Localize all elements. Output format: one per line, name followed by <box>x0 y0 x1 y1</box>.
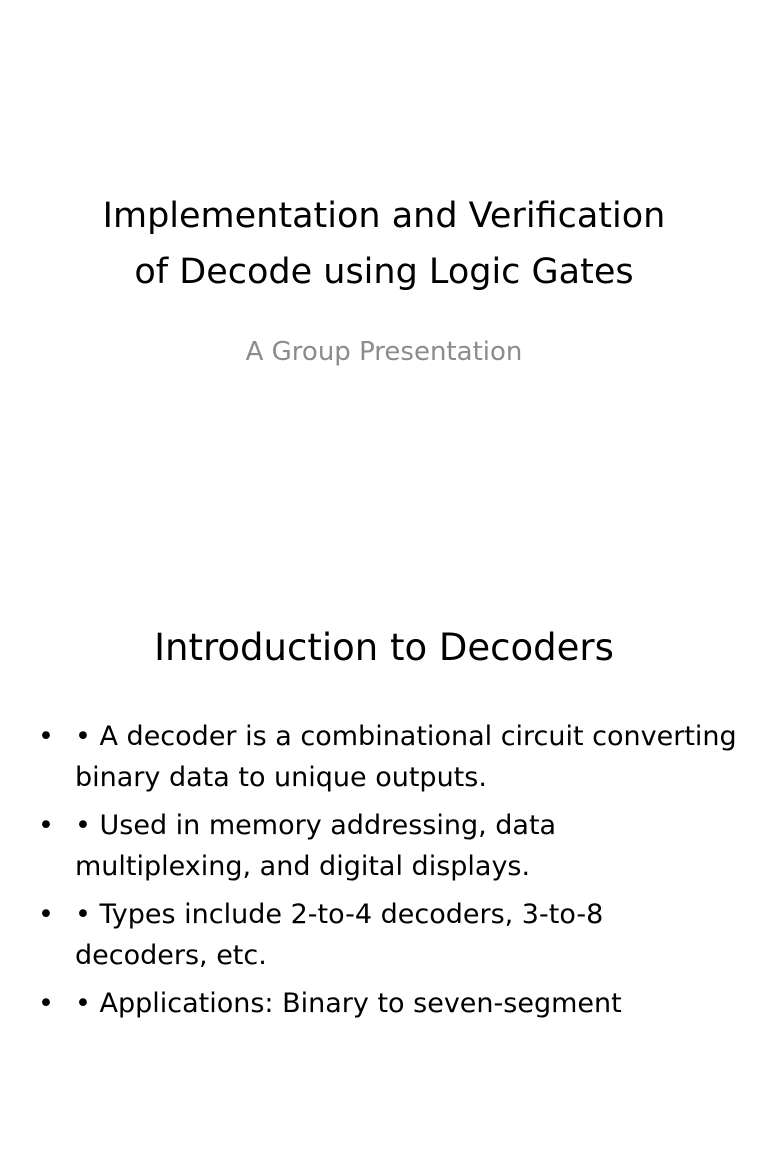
slide-title: Introduction to Decoders <box>154 626 614 669</box>
bullet-item <box>38 805 738 887</box>
bullet-item <box>38 983 738 1024</box>
bullet-list <box>38 716 738 1031</box>
title-line-2: of Decode using Logic Gates <box>134 252 634 292</box>
bullet-text: • Applications: Binary to seven-segment <box>75 988 622 1019</box>
bullet-icon: • <box>38 899 54 930</box>
bullet-item <box>38 894 738 976</box>
bullet-text: • A decoder is a combinational circuit converting binary data to unique outputs. <box>75 721 737 793</box>
slide-subtitle: A Group Presentation <box>245 337 523 367</box>
slide-title <box>40 188 728 300</box>
bullet-icon: • <box>38 721 54 752</box>
bullet-icon: • <box>38 988 54 1019</box>
bullet-icon: • <box>38 810 54 841</box>
bullet-text: • Used in memory addressing, data multiplexing, and digital displays. <box>75 810 557 882</box>
content-slide <box>0 576 768 1152</box>
bullet-text: • Types include 2-to-4 decoders, 3-to-8 decoders, etc. <box>75 899 604 971</box>
title-line-1: Implementation and Verification <box>102 196 666 236</box>
bullet-item <box>38 716 738 798</box>
